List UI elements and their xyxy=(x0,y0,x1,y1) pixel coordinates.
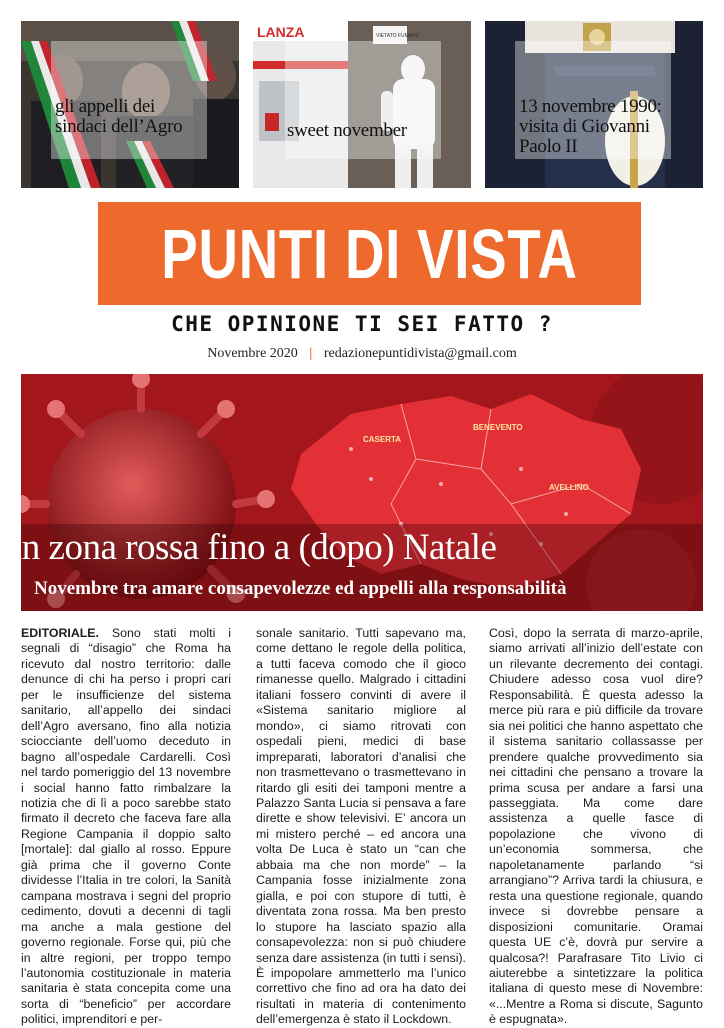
map-label-benevento: BENEVENTO xyxy=(473,423,523,432)
issue-separator: | xyxy=(309,346,313,361)
hero-subheadline: Novembre tra amare consapevolezze ed appelli alla responsabilità xyxy=(34,578,567,599)
thumbnail-sindaci[interactable] xyxy=(21,21,239,188)
article-kicker: EDITORIALE. xyxy=(21,626,99,640)
hero-image[interactable] xyxy=(21,374,703,611)
thumbnail-caption[interactable]: 13 novembre 1990: visita di Giovanni Paolo II xyxy=(519,96,662,157)
article-column-2 xyxy=(256,626,466,1028)
thumbnail-caption[interactable]: sweet november xyxy=(287,120,407,141)
map-label-avellino: AVELLINO xyxy=(549,483,589,492)
map-label-caserta: CASERTA xyxy=(363,435,402,444)
issue-date: Novembre 2020 xyxy=(207,346,298,361)
article-text-3: Così, dopo la serrata di marzo-aprile, siamo arrivati all’inizio dell’estate con un rilevante decremento dei contagi. Chiudere adesso cosa vuol dire? Responsabilità. È questa adesso la merce più rara e più difficile da trovare sia nei politici che hanno aspettato che il sistema sanitario collassasse per prendere qualche provvedimento sia nei cittadini che pensano a trovare la prima scusa per andare a farsi una passeggiata. Ma come dare assistenza a quelle fasce di popolazione che vivono di un’economia sommersa, che napoletanamente parlando “si arrangiano”? Arriva tardi la chiusura, e resta una questione regionale, quando invece si dovrebbe pensare a disposizioni comunitarie. Oramai questa UE c’è, dovrà pur servire a qualcosa?! Parafrasare Tito Livio ci aiuterebbe a sintetizzare la politica italiana di questo mese di Novembre: «...Mentre a Roma si discute, Sagunto è espugnata». xyxy=(489,626,703,1027)
article-column-3 xyxy=(489,626,703,1028)
masthead-title: PUNTI DI VISTA xyxy=(161,215,578,293)
thumbnail-papa-visita[interactable] xyxy=(485,21,703,188)
thumbnail-sweet-november[interactable] xyxy=(253,21,471,188)
article-column-1 xyxy=(21,626,231,1028)
ambulance-lettering: LANZA xyxy=(257,24,305,40)
article-text-1: Sono stati molti i segnali di “disagio” che Roma ha ricevuto dal nostro territorio: dalle denunce di chi ha perso i propri cari per le insufficienze del sistema sanitario, all’appello dei sindaci dell’Agro aversano, fino alla notizia sciocciante dell’uomo deceduto in bagno all’ospedale Cardarelli. Così nel tardo pomeriggio del 13 novembre i social hanno fatto rimbalzare la notizia che di lì a poco sarebbe stato firmato il decreto che faceva fare alla Regione Campania il doppio salto [mortale]: dal giallo al rosso. Eppure già prima che il governo Conte dividesse l’Italia in tre colori, la Sanità campana mostrava i segni del proprio cedimento, dovuti a decenni di tagli ma anche a mala gestione del governo regionale. Forse qui, più che in altre regioni, per troppo tempo l’autonomia costituzionale in materia sanitaria è stata concepita come una sorta di “beneficio” per accordare politici, imprenditori e per- xyxy=(21,626,231,1027)
contact-email[interactable]: redazionepuntidivista@gmail.com xyxy=(323,346,517,361)
masthead-banner xyxy=(98,202,641,305)
red-zone-map-illustration xyxy=(21,374,703,611)
issue-line xyxy=(0,346,724,362)
sign-lettering: VIETATO FUMARE xyxy=(376,33,420,39)
masthead-tagline: CHE OPINIONE TI SEI FATTO ? xyxy=(171,312,553,336)
caption-overlay xyxy=(285,41,441,159)
thumbnail-caption[interactable]: gli appelli dei sindaci dell’Agro xyxy=(55,96,183,137)
hero-headline[interactable]: in zona rossa fino a (dopo) Natale xyxy=(12,527,497,568)
article-text-2: sonale sanitario. Tutti sapevano ma, come dettano le regole della politica, a tutti faceva comodo che il gioco rimanesse quello. Malgrado i cittadini italiani fossero convinti di avere il «Sistema sanitario migliore al mondo», ci siamo ritrovati con ospedali pieni, medici di base impreparati, laboratori d’analisi che non trasmettevano o trasmettevano in ritardo gli esiti dei tamponi mentre a Palazzo Santa Lucia si pensava a fare dirette e show televisivi. E’ ancora un mi mistero perché – ed ancora una volta De Luca è stato un “can che abbaia ma che non morde” – la Campania fosse inizialmente zona gialla, e poi con stupore di tutti, è diventata zona rossa. Ma ben presto lo stupore ha lasciato spazio alla consapevolezza: non si può chiudere senza dare assistenza (in tutti i sensi). È impopolare ammetterlo ma l’unico correttivo che fino ad ora ha dato dei risultati in materia di contenimento dell’emergenza è stato il Lockdown. xyxy=(256,626,466,1027)
